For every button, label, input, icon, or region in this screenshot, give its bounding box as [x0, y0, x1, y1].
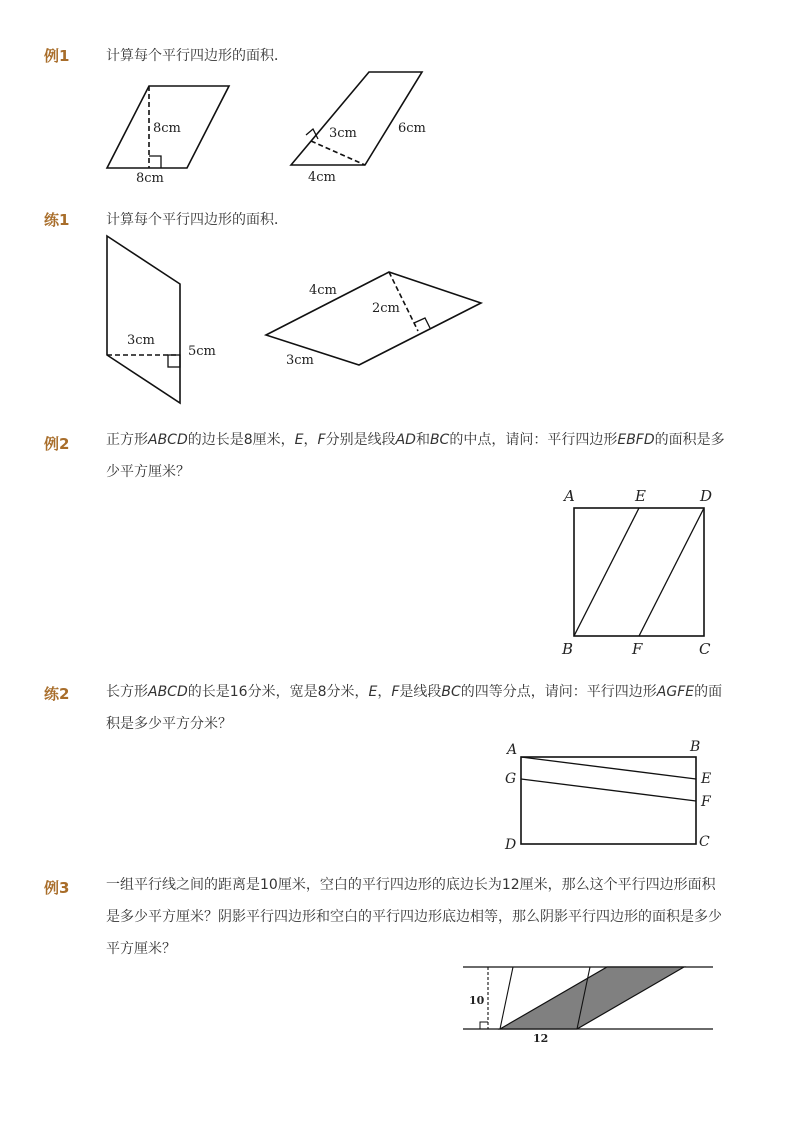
height-label: 10	[469, 994, 485, 1007]
example-3-label: 例3	[44, 879, 70, 897]
vertex-c: C	[699, 640, 711, 658]
rectangle-abcd	[521, 757, 696, 844]
side-label: 5cm	[188, 344, 216, 359]
vertex-c: C	[699, 834, 710, 850]
practice-1-text: 计算每个平行四边形的面积．	[106, 212, 288, 228]
point-f: F	[632, 640, 643, 658]
line-ae	[521, 757, 696, 779]
line-df	[639, 508, 704, 636]
parallelogram-shape	[291, 72, 422, 165]
base-label: 8cm	[136, 171, 164, 186]
parallelogram-figure-3	[100, 230, 230, 410]
parallelogram-figure-4	[260, 265, 490, 375]
example-2-text: 正方形ABCD的边长是8厘米，E，F分别是线段AD和BC的中点，请问：平行四边形EBFD的面积是多少平方厘米？	[106, 432, 725, 480]
vertex-a: A	[564, 487, 575, 505]
point-f: F	[701, 794, 711, 810]
side-label: 6cm	[398, 121, 426, 136]
white-parallelogram-left-edge	[500, 967, 513, 1029]
parallelogram-figure-2	[285, 68, 445, 188]
right-angle-mark	[306, 129, 318, 139]
vertex-a: A	[507, 742, 518, 758]
practice-2-text: 长方形ABCD的长是16分米，宽是8分米，E，F是线段BC的四等分点，请问：平行四边形AGFE的面积是多少平方分米？	[106, 684, 723, 732]
example-3-text: 一组平行线之间的距离是10厘米，空白的平行四边形的底边长为12厘米，那么这个平行四边形面积是多少平方厘米？阴影平行四边形和空白的平行四边形底边相等，那么阴影平行四边形的面积是多少平方厘米？	[106, 877, 722, 957]
vertex-d: D	[505, 837, 517, 853]
vertex-b: B	[690, 739, 701, 755]
point-g: G	[505, 771, 517, 787]
parallelogram-shape	[266, 272, 481, 365]
square-abcd	[574, 508, 704, 636]
base-label: 3cm	[286, 353, 314, 368]
right-angle-mark	[480, 1022, 488, 1029]
base-label: 4cm	[308, 170, 336, 185]
height-line	[311, 141, 365, 165]
height-label: 2cm	[372, 301, 400, 316]
point-e: E	[701, 771, 712, 787]
base-label: 12	[533, 1032, 549, 1045]
line-gf	[521, 779, 696, 801]
vertex-b: B	[562, 640, 574, 658]
rectangle-figure	[500, 735, 720, 855]
vertex-d: D	[700, 487, 713, 505]
shaded-parallelogram	[500, 967, 684, 1029]
right-angle-mark	[168, 355, 180, 367]
top-label: 4cm	[309, 283, 337, 298]
example-1-text: 计算每个平行四边形的面积．	[106, 48, 288, 64]
right-angle-mark	[149, 156, 161, 168]
square-figure	[560, 485, 720, 660]
practice-2-label: 练2	[44, 685, 70, 703]
height-label: 3cm	[329, 126, 357, 141]
line-eb	[574, 508, 639, 636]
example-1-label: 例1	[44, 47, 70, 65]
height-label: 3cm	[127, 333, 155, 348]
practice-1-label: 练1	[44, 211, 70, 229]
example-2-label: 例2	[44, 435, 70, 453]
parallelogram-shape	[107, 236, 180, 403]
parallel-lines-figure	[460, 960, 720, 1050]
height-label: 8cm	[153, 121, 181, 136]
parallelogram-figure-1	[100, 80, 240, 190]
point-e: E	[635, 487, 646, 505]
